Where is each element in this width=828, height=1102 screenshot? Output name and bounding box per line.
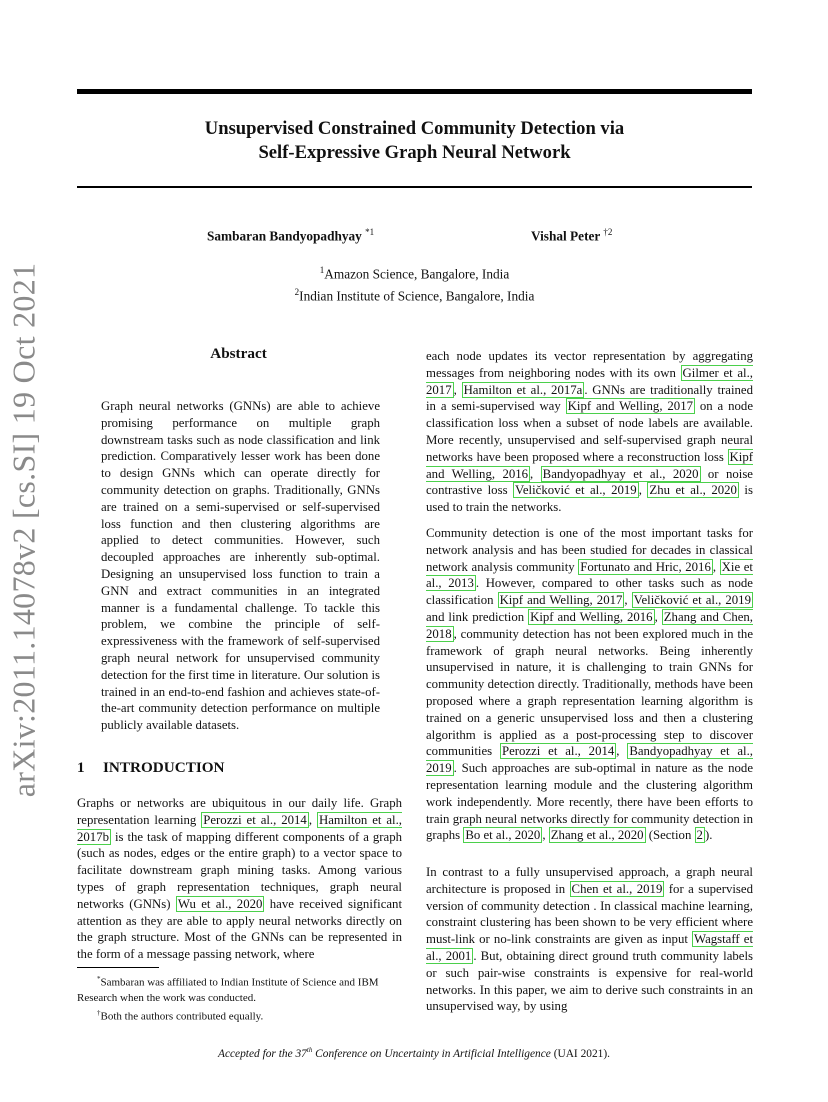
title-line-2: Self-Expressive Graph Neural Network <box>258 142 571 163</box>
citation-link[interactable]: Bandyopadhyay et al., 2019 <box>426 744 753 776</box>
citation-link[interactable]: Perozzi et al., 2014 <box>203 812 307 827</box>
citation-link[interactable]: Wagstaff et al., 2001 <box>426 932 753 963</box>
citation-link[interactable]: Bo et al., 2020 <box>465 828 541 843</box>
footnote-2: †Both the authors contributed equally. <box>97 1008 264 1023</box>
citation-link[interactable]: Kipf and Welling, 2016 <box>426 449 753 481</box>
page-footer: Accepted for the 37th Conference on Uncertainty in Artificial Intelligence (UAI 2021). <box>217 1046 610 1060</box>
section-heading-introduction <box>77 759 225 777</box>
author-name: Vishal Peter <box>531 228 601 244</box>
citation-link[interactable]: Zhu et al., 2020 <box>649 483 737 498</box>
paper-title <box>77 117 752 165</box>
author-name: Sambaran Bandyopadhyay <box>207 228 362 244</box>
intro-paragraph-3: Community detection is one of the most important tasks for network analysis and has been studied for decades in classical network analysis community Fortunato and Hric, 2016 , Xie et al., 2013 . However, compared to other tasks such as node classification Kipf and Welling, 2017 , Veličković et al., 2019 and link prediction Kipf and Welling, 2016 , Zhang and Chen, 2018 , community detection has not been explored much in the framework of graph neural networks. Being inherently unsupervised in nature, it is challenging to train GNNs for community detection directly. Traditionally, methods have been proposed where a graph representation learning algorithm is trained on a generic unsupervised loss and then a clustering algorithm is applied as a post-processing step to discover communities Perozzi et al., 2014 , Bandyopadhyay et al., 2019 . Such approaches are sub-optimal in nature as the node representation learning module and the clustering algorithm work independently. More recently, there have been efforts to train graph neural networks directly for community detection in graphs Bo et al., 2020 , Zhang et al., 2020 (Section 2 ). <box>426 526 753 843</box>
affiliation-1: $^1$Amazon Science, Bangalore, India <box>319 265 510 282</box>
citation-link[interactable]: Hamilton et al., 2017a <box>463 382 583 397</box>
footnote-rule <box>77 967 159 968</box>
citation-link[interactable]: Xie et al., 2013 <box>426 559 753 591</box>
abstract-heading: Abstract <box>210 345 267 362</box>
citation-link[interactable]: Zhang and Chen, 2018 <box>426 609 753 641</box>
arxiv-stamp-text: arXiv:2011.14078v2 [cs.SI] 19 Oct 2021 <box>5 262 42 798</box>
citation-link[interactable]: Kipf and Welling, 2017 <box>499 593 623 608</box>
intro-paragraph-1: Graphs or networks are ubiquitous in our daily life. Graph representation learning Perozzi et al., 2014 , Hamilton et al., 2017b is the task of mapping different components of a graph (such as nodes, edges or the entire graph) to a vector space to facilitate downstream graph mining tasks. Among various types of graph representation techniques, graph neural networks (GNNs) Wu et al., 2020 have received significant attention as they are able to apply neural networks directly on the graph structure. Most of the GNNs can be represented in the form of a message passing network, where <box>77 796 403 962</box>
citation-link[interactable]: Veličković et al., 2019 <box>515 483 637 498</box>
citation-link[interactable]: Hamilton et al., 2017b <box>77 812 403 844</box>
author-mark: †2 <box>603 227 613 237</box>
section-title: INTRODUCTION <box>103 759 225 776</box>
author-mark: *1 <box>365 227 375 237</box>
intro-paragraph-4: In contrast to a fully unsupervised approach, a graph neural architecture is proposed in Chen et al., 2019 for a supervised version of community detection . In classical machine learning, constraint clustering has been shown to be very efficient where must-link or no-link constraints are given as input Wagstaff et al., 2001 . But, obtaining direct ground truth community labels or such pair-wise constraints is expensive for real-world networks. In this paper, we aim to derive such constraints in an unsupervised way, by using <box>426 865 753 1014</box>
abstract-text: Graph neural networks (GNNs) are able to achieve promising performance on multiple graph downstream tasks such as node classification and link prediction. Comparatively lesser work has been done to design GNNs which can operate directly for community detection on graphs. Traditionally, GNNs are trained on a semi-supervised or self-supervised loss function and then clustering algorithms are applied to detect communities. However, such decoupled approaches are inherently sub-optimal. Designing an unsupervised loss function to train a GNN and extract communities in an integrated manner is a fundamental challenge. To tackle this problem, we combine the principle of self-expressiveness with the framework of self-supervised graph neural network for unsupervised community detection for the first time in literature. Our solution is trained in an end-to-end fashion and achieves state-of-the-art community detection performance on multiple publicly available datasets. <box>101 399 380 733</box>
section-number: 1 <box>77 759 85 776</box>
arxiv-stamp <box>2 262 46 798</box>
citation-link[interactable]: Gilmer et al., 2017 <box>426 365 754 397</box>
title-line-1: Unsupervised Constrained Community Detection via <box>204 118 625 139</box>
author-2 <box>531 227 612 244</box>
citation-link[interactable]: Perozzi et al., 2014 <box>501 744 615 759</box>
citation-link[interactable]: Kipf and Welling, 2017 <box>567 399 693 414</box>
affiliation-2: $^2$Indian Institute of Science, Bangalore, India <box>294 287 535 304</box>
citation-link[interactable]: Zhang et al., 2020 <box>550 828 644 843</box>
citation-link[interactable]: 2 <box>696 828 703 843</box>
citation-link[interactable]: Bandyopadhyay et al., 2020 <box>542 466 699 481</box>
author-1 <box>207 227 374 244</box>
citation-link[interactable]: Kipf and Welling, 2016 <box>530 609 653 624</box>
title-rule <box>77 186 752 188</box>
intro-paragraph-2: each node updates its vector representation by aggregating messages from neighboring nodes with its own Gilmer et al., 2017 , Hamilton et al., 2017a . GNNs are traditionally trained in a semi-supervised way Kipf and Welling, 2017 on a node classification loss when a subset of node labels are available. More recently, unsupervised and self-supervised graph neural networks have been proposed where a reconstruction loss Kipf and Welling, 2016 , Bandyopadhyay et al., 2020 or noise contrastive loss Veličković et al., 2019 , Zhu et al., 2020 is used to train the networks. <box>426 349 754 515</box>
citation-link[interactable]: Chen et al., 2019 <box>571 881 663 896</box>
citation-link[interactable]: Fortunato and Hric, 2016 <box>580 559 711 574</box>
citation-link[interactable]: Wu et al., 2020 <box>177 896 263 911</box>
citation-link[interactable]: Veličković et al., 2019 <box>633 593 751 608</box>
top-rule <box>77 89 752 94</box>
affiliations <box>77 261 752 306</box>
footnotes <box>77 972 402 1024</box>
footnote-1: *Sambaran was affiliated to Indian Institute of Science and IBM Research when the work was conducted. <box>77 975 379 1004</box>
